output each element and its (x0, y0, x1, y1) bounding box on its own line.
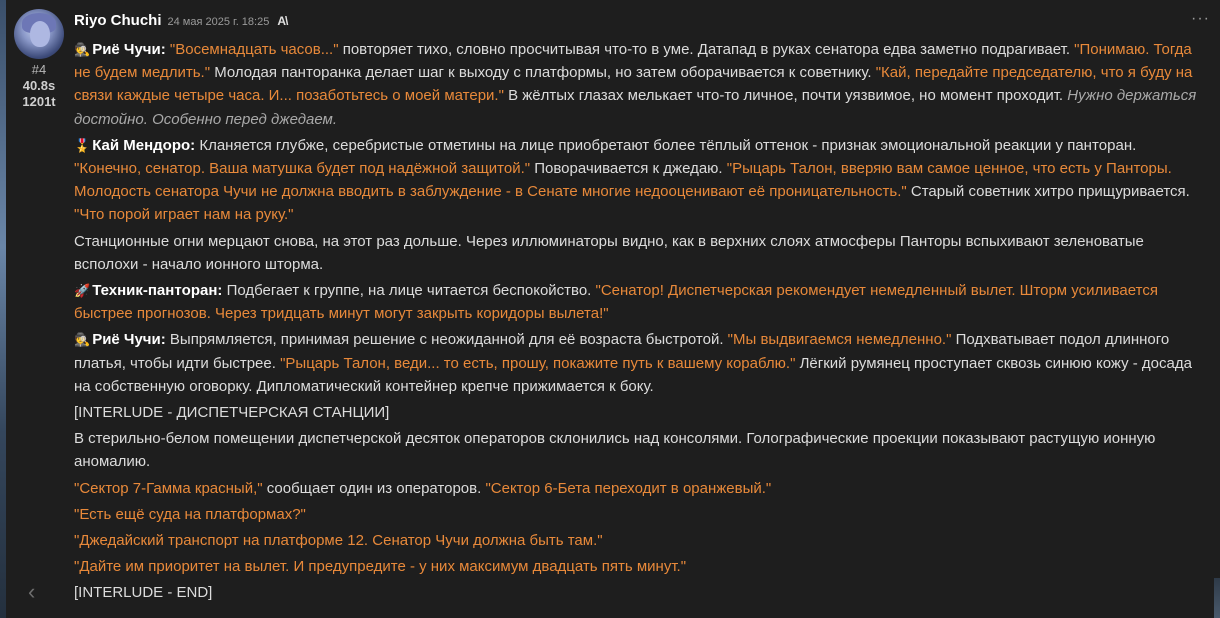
right-edge-strip (1214, 578, 1220, 618)
message-paragraph (74, 555, 1204, 578)
narration-text: Кланяется глубже, серебристые отметины на лице приобретают более тёплый оттенок - признак эмоциональной реакции у пантoран. (195, 136, 1137, 154)
narration-text: Поворачивается к джедаю. (530, 160, 727, 178)
narration-text: [INTERLUDE - ДИСПЕТЧЕРСКАЯ СТАНЦИИ] (74, 404, 390, 422)
narration-text: Старый советник хитро прищуривается. (906, 183, 1190, 201)
narration-text: В стерильно-белом помещении диспетчерской десяток операторов склонились над консолями. Голографические проекции показывают растущую ионную аномалию. (74, 430, 1156, 471)
avatar-face (30, 21, 50, 47)
message-paragraph (74, 134, 1204, 227)
dialogue-quote: "Что порой играет нам на руку." (74, 206, 294, 224)
dialogue-quote: "Кай, передайте председателю, что я буду на связи каждые четыре часа. И... позаботьтесь о моей матери." (74, 64, 1193, 105)
dialogue-quote: "Сектор 7-Гамма красный," (74, 479, 263, 497)
narration-text: Молодая пантoранка делает шаг к выходу с платформы, но затем оборачивается к советнику. (210, 64, 876, 82)
message-tokens: 1201t (22, 94, 56, 109)
narration-text: Станционные огни мерцают снова, на этот раз дольше. Через иллюминаторы видно, как в верхних слоях атмосферы Панторы вспыхивают зеленоватые всполохи - начало ионного шторма. (74, 232, 1144, 273)
speaker-name: Кай Мендоро: (92, 136, 196, 154)
message-meta (14, 62, 64, 110)
narration-text: Выпрямляется, принимая решение с неожиданной для её возраста быстротой. (165, 331, 728, 349)
character-emoji-icon: 🕵️ (74, 42, 91, 57)
message-paragraph (74, 38, 1204, 131)
narration-text: Подхватывает подол длинного платья, чтобы идти быстрее. (74, 331, 1170, 372)
message-paragraph (74, 529, 1204, 552)
message-paragraph (74, 477, 1204, 500)
message-duration: 40.8s (22, 78, 56, 93)
speaker-name: Риё Чучи: (92, 41, 166, 58)
dialogue-quote: "Сектор 6-Бета переходит в оранжевый." (485, 479, 772, 497)
left-edge-strip (0, 0, 6, 618)
narration-text: В жёлтых глазах мелькает что-то личное, почти уязвимое, но момент проходит. (503, 87, 1068, 105)
dialogue-quote: "Восемнадцать часов..." (165, 41, 339, 58)
message-body (74, 38, 1204, 608)
narration-text: Лёгкий румянец проступает сквозь синюю кожу - досада на собственную оговорку. Дипломатический контейнер крепче прижимается к боку. (74, 354, 1192, 395)
speaker-name: Техник-пантoран: (92, 282, 223, 300)
narration-text: [INTERLUDE - END] (74, 584, 213, 602)
dialogue-quote: "Джедайский транспорт на платформе 12. Сенатор Чучи должна быть там." (74, 532, 603, 550)
avatar[interactable] (14, 9, 64, 59)
character-emoji-icon: 🚀 (74, 283, 91, 299)
character-emoji-icon: 🕵️ (74, 332, 91, 348)
dialogue-quote: "Сенатор! Диспетчерская рекомендует немедленный вылет. Шторм усиливается быстрее прогнозов. Через тридцать минут могут закрыть коридоры вылета!" (74, 282, 1158, 323)
dialogue-quote: "Есть ещё суда на платформах?" (74, 505, 306, 523)
model-badge-icon: A\ (277, 14, 288, 28)
message-paragraph (74, 230, 1204, 276)
message-paragraph (74, 279, 1204, 325)
author-name[interactable]: Riyo Chuchi (74, 12, 162, 29)
dialogue-quote: "Дайте им приоритет на вылет. И предупредите - у них максимум двадцать пять минут." (74, 558, 687, 576)
message-paragraph (74, 401, 1204, 424)
speaker-name: Риё Чучи: (92, 331, 166, 349)
narration-text: повторяет тихо, словно просчитывая что-то в уме. Датапад в руках сенатора едва заметно подрагивает. (338, 41, 1075, 58)
message-paragraph (74, 581, 1204, 604)
dialogue-quote: "Рыцарь Талон, вверяю вам самое ценное, что есть у Панторы. Молодость сенатора Чучи не должна вводить в заблуждение - в Сенате многие недооценивают её проницательность." (74, 160, 1172, 201)
dialogue-quote: "Понимаю. Тогда не будем медлить." (74, 41, 1192, 82)
dialogue-quote: "Рыцарь Талон, веди... то есть, прошу, покажите путь к вашему кораблю." (280, 354, 796, 372)
message-paragraph (74, 427, 1204, 473)
inner-thought: Нужно держаться достойно. Особенно перед джедаем. (74, 87, 1197, 128)
swipe-left-icon[interactable]: ‹ (28, 579, 36, 604)
more-options-button[interactable]: ··· (1191, 10, 1210, 27)
message-index: #4 (31, 62, 47, 77)
character-emoji-icon: 🎖️ (74, 137, 91, 153)
message-timestamp: 24 мая 2025 г. 18:25 (167, 16, 270, 28)
dialogue-quote: "Конечно, сенатор. Ваша матушка будет под надёжной защитой." (74, 160, 531, 178)
dialogue-quote: "Мы выдвигаемся немедленно." (727, 331, 952, 349)
narration-text: сообщает один из операторов. (262, 479, 486, 497)
narration-text: Подбегает к группе, на лице читается беспокойство. (222, 282, 596, 300)
message-header (74, 12, 287, 30)
message-paragraph (74, 328, 1204, 398)
message-paragraph (74, 503, 1204, 526)
